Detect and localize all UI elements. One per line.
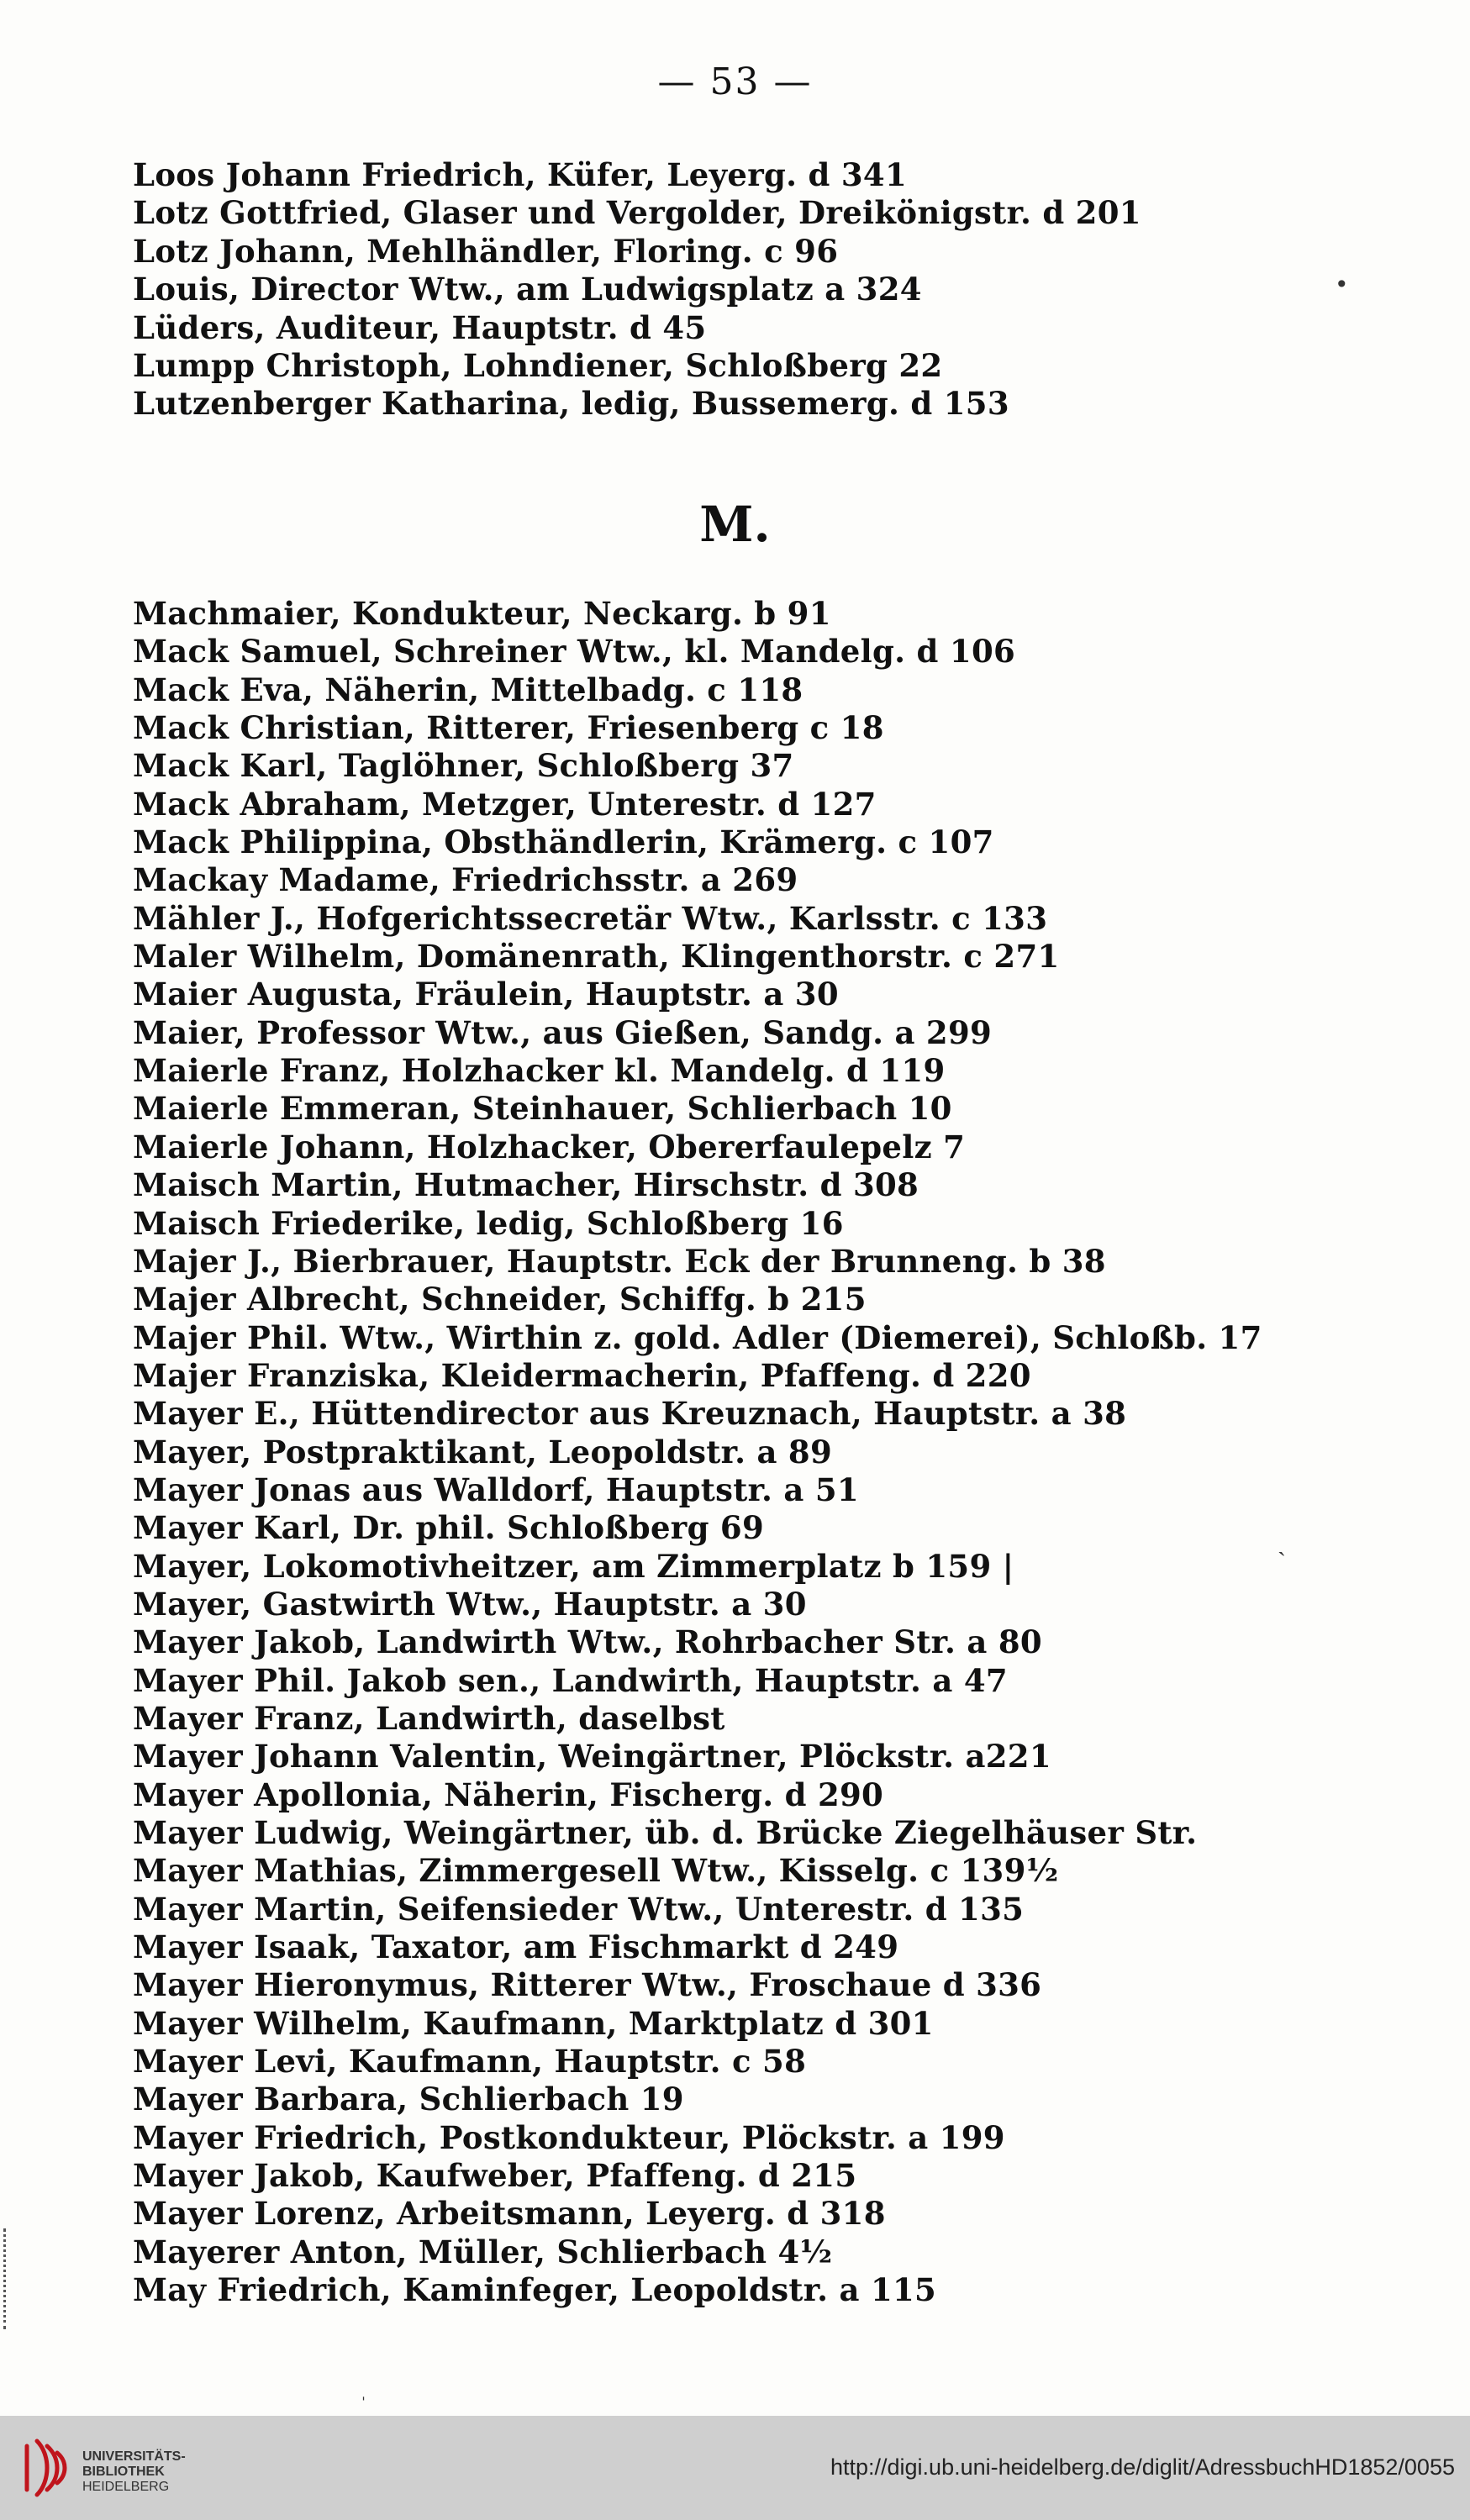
left-edge-dots xyxy=(3,2228,11,2329)
section-l-entries xyxy=(133,156,1343,424)
directory-entry: Mayer Apollonia, Näherin, Fischerg. d 290 xyxy=(133,1776,884,1813)
directory-entry: Majer Albrecht, Schneider, Schiffg. b 215 xyxy=(133,1281,867,1318)
directory-entry: Mayer Johann Valentin, Weingärtner, Plöckstr. a221 xyxy=(133,1738,1051,1776)
directory-entry: Lutzenberger Katharina, ledig, Bussemerg. d 153 xyxy=(133,385,1009,423)
directory-entry: Mayer, Postpraktikant, Leopoldstr. a 89 xyxy=(133,1433,832,1470)
directory-entry: Mayer Barbara, Schlierbach 19 xyxy=(133,2081,684,2118)
directory-entry: Lotz Johann, Mehlhändler, Floring. c 96 xyxy=(133,232,839,270)
directory-entry: Mayer Isaak, Taxator, am Fischmarkt d 249 xyxy=(133,1928,899,1966)
directory-entry: May Friedrich, Kaminfeger, Leopoldstr. a 115 xyxy=(133,2271,937,2309)
library-name-line3: HEIDELBERG xyxy=(82,2480,170,2494)
directory-entry: Maierle Johann, Holzhacker, Obererfaulepelz 7 xyxy=(133,1128,966,1165)
stray-tick-mark: ˎ xyxy=(1278,1528,1286,1557)
directory-entry: Mayer Wilhelm, Kaufmann, Marktplatz d 301 xyxy=(133,2004,934,2042)
directory-entry: Mayer Karl, Dr. phil. Schloßberg 69 xyxy=(133,1509,765,1547)
directory-entry: Mayer Martin, Seifensieder Wtw., Unterestr. d 135 xyxy=(133,1890,1025,1928)
directory-entry: Maisch Martin, Hutmacher, Hirschstr. d 308 xyxy=(133,1166,919,1204)
library-name-line2: BIBLIOTHEK xyxy=(82,2465,165,2479)
directory-entry: Lotz Gottfried, Glaser und Vergolder, Dreikönigstr. d 201 xyxy=(133,194,1141,232)
directory-entry: Mayer Hieronymus, Ritterer Wtw., Froschaue d 336 xyxy=(133,1966,1042,2004)
directory-entry: Mayerer Anton, Müller, Schlierbach 4½ xyxy=(133,2233,833,2270)
directory-entry: Mack Christian, Ritterer, Friesenberg c 18 xyxy=(133,709,884,747)
directory-entry: Mayer Phil. Jakob sen., Landwirth, Hauptstr. a 47 xyxy=(133,1661,1008,1699)
directory-entry: Mack Samuel, Schreiner Wtw., kl. Mandelg. d 106 xyxy=(133,633,1016,671)
directory-entry: Mayer Jonas aus Walldorf, Hauptstr. a 51 xyxy=(133,1470,859,1508)
directory-entry: Mähler J., Hofgerichtssecretär Wtw., Karlsstr. c 133 xyxy=(133,899,1048,937)
directory-entry: Mayer, Lokomotivheitzer, am Zimmerplatz b 159 | xyxy=(133,1547,1014,1585)
stray-dot-mark: • xyxy=(1335,271,1349,298)
directory-entry: Mack Philippina, Obsthändlerin, Krämerg. c 107 xyxy=(133,823,994,861)
viewer-footer xyxy=(0,2416,1470,2520)
directory-entry: Majer Franziska, Kleidermacherin, Pfaffeng. d 220 xyxy=(133,1356,1031,1394)
directory-entry: Mackay Madame, Friedrichsstr. a 269 xyxy=(133,861,798,899)
directory-entry: Maisch Friederike, ledig, Schloßberg 16 xyxy=(133,1204,844,1242)
directory-entry: Lumpp Christoph, Lohndiener, Schloßberg 22 xyxy=(133,347,943,385)
directory-entry: Mayer Ludwig, Weingärtner, üb. d. Brücke Ziegelhäuser Str. xyxy=(133,1814,1198,1851)
directory-entry: Majer J., Bierbrauer, Hauptstr. Eck der Brunneng. b 38 xyxy=(133,1242,1106,1280)
directory-entry: Mayer Friedrich, Postkondukteur, Plöckstr. a 199 xyxy=(133,2118,1005,2156)
directory-entry: Mayer Levi, Kaufmann, Hauptstr. c 58 xyxy=(133,2043,807,2081)
directory-entry: Mayer Jakob, Kaufweber, Pfaffeng. d 215 xyxy=(133,2157,857,2195)
page-number: — 53 — xyxy=(657,61,813,103)
directory-entry: Maier, Professor Wtw., aus Gießen, Sandg. a 299 xyxy=(133,1013,993,1051)
directory-entry: Mayer, Gastwirth Wtw., Hauptstr. a 30 xyxy=(133,1585,807,1623)
directory-entry: Mayer Mathias, Zimmergesell Wtw., Kisselg. c 139½ xyxy=(133,1852,1059,1890)
section-m-entries xyxy=(133,595,1343,2309)
directory-entry: Mack Karl, Taglöhner, Schloßberg 37 xyxy=(133,747,794,785)
directory-entry: Louis, Director Wtw., am Ludwigsplatz a 324 xyxy=(133,271,922,308)
directory-entry: Mayer Lorenz, Arbeitsmann, Leyerg. d 318 xyxy=(133,2195,886,2233)
directory-entry: Maierle Emmeran, Steinhauer, Schlierbach 10 xyxy=(133,1090,952,1128)
directory-entry: Mayer Franz, Landwirth, daselbst xyxy=(133,1699,725,1737)
directory-entry: Majer Phil. Wtw., Wirthin z. gold. Adler (Diemerei), Schloßb. 17 xyxy=(133,1318,1262,1356)
directory-entry: Mack Eva, Näherin, Mittelbadg. c 118 xyxy=(133,671,803,708)
directory-entry: Machmaier, Kondukteur, Neckarg. b 91 xyxy=(133,595,831,632)
directory-entry: Maier Augusta, Fräulein, Hauptstr. a 30 xyxy=(133,976,839,1013)
stray-bottom-mark: ˈ xyxy=(361,2395,366,2412)
directory-entry: Mayer Jakob, Landwirth Wtw., Rohrbacher Str. a 80 xyxy=(133,1623,1042,1661)
directory-entry: Loos Johann Friedrich, Küfer, Leyerg. d 341 xyxy=(133,156,908,193)
library-name-line1: UNIVERSITÄTS- xyxy=(82,2449,186,2464)
directory-entry: Lüders, Auditeur, Hauptstr. d 45 xyxy=(133,308,707,346)
directory-entry: Maierle Franz, Holzhacker kl. Mandelg. d 119 xyxy=(133,1052,946,1090)
directory-entry: Mayer E., Hüttendirector aus Kreuznach, Hauptstr. a 38 xyxy=(133,1395,1127,1433)
university-library-seal-icon[interactable] xyxy=(15,2434,82,2502)
directory-entry: Mack Abraham, Metzger, Unterestr. d 127 xyxy=(133,785,877,823)
directory-entry: Maler Wilhelm, Domänenrath, Klingenthorstr. c 271 xyxy=(133,938,1060,976)
section-heading-m: M. xyxy=(699,496,771,553)
permalink-url[interactable]: http://digi.ub.uni-heidelberg.de/diglit/AdressbuchHD1852/0055 xyxy=(830,2454,1455,2480)
